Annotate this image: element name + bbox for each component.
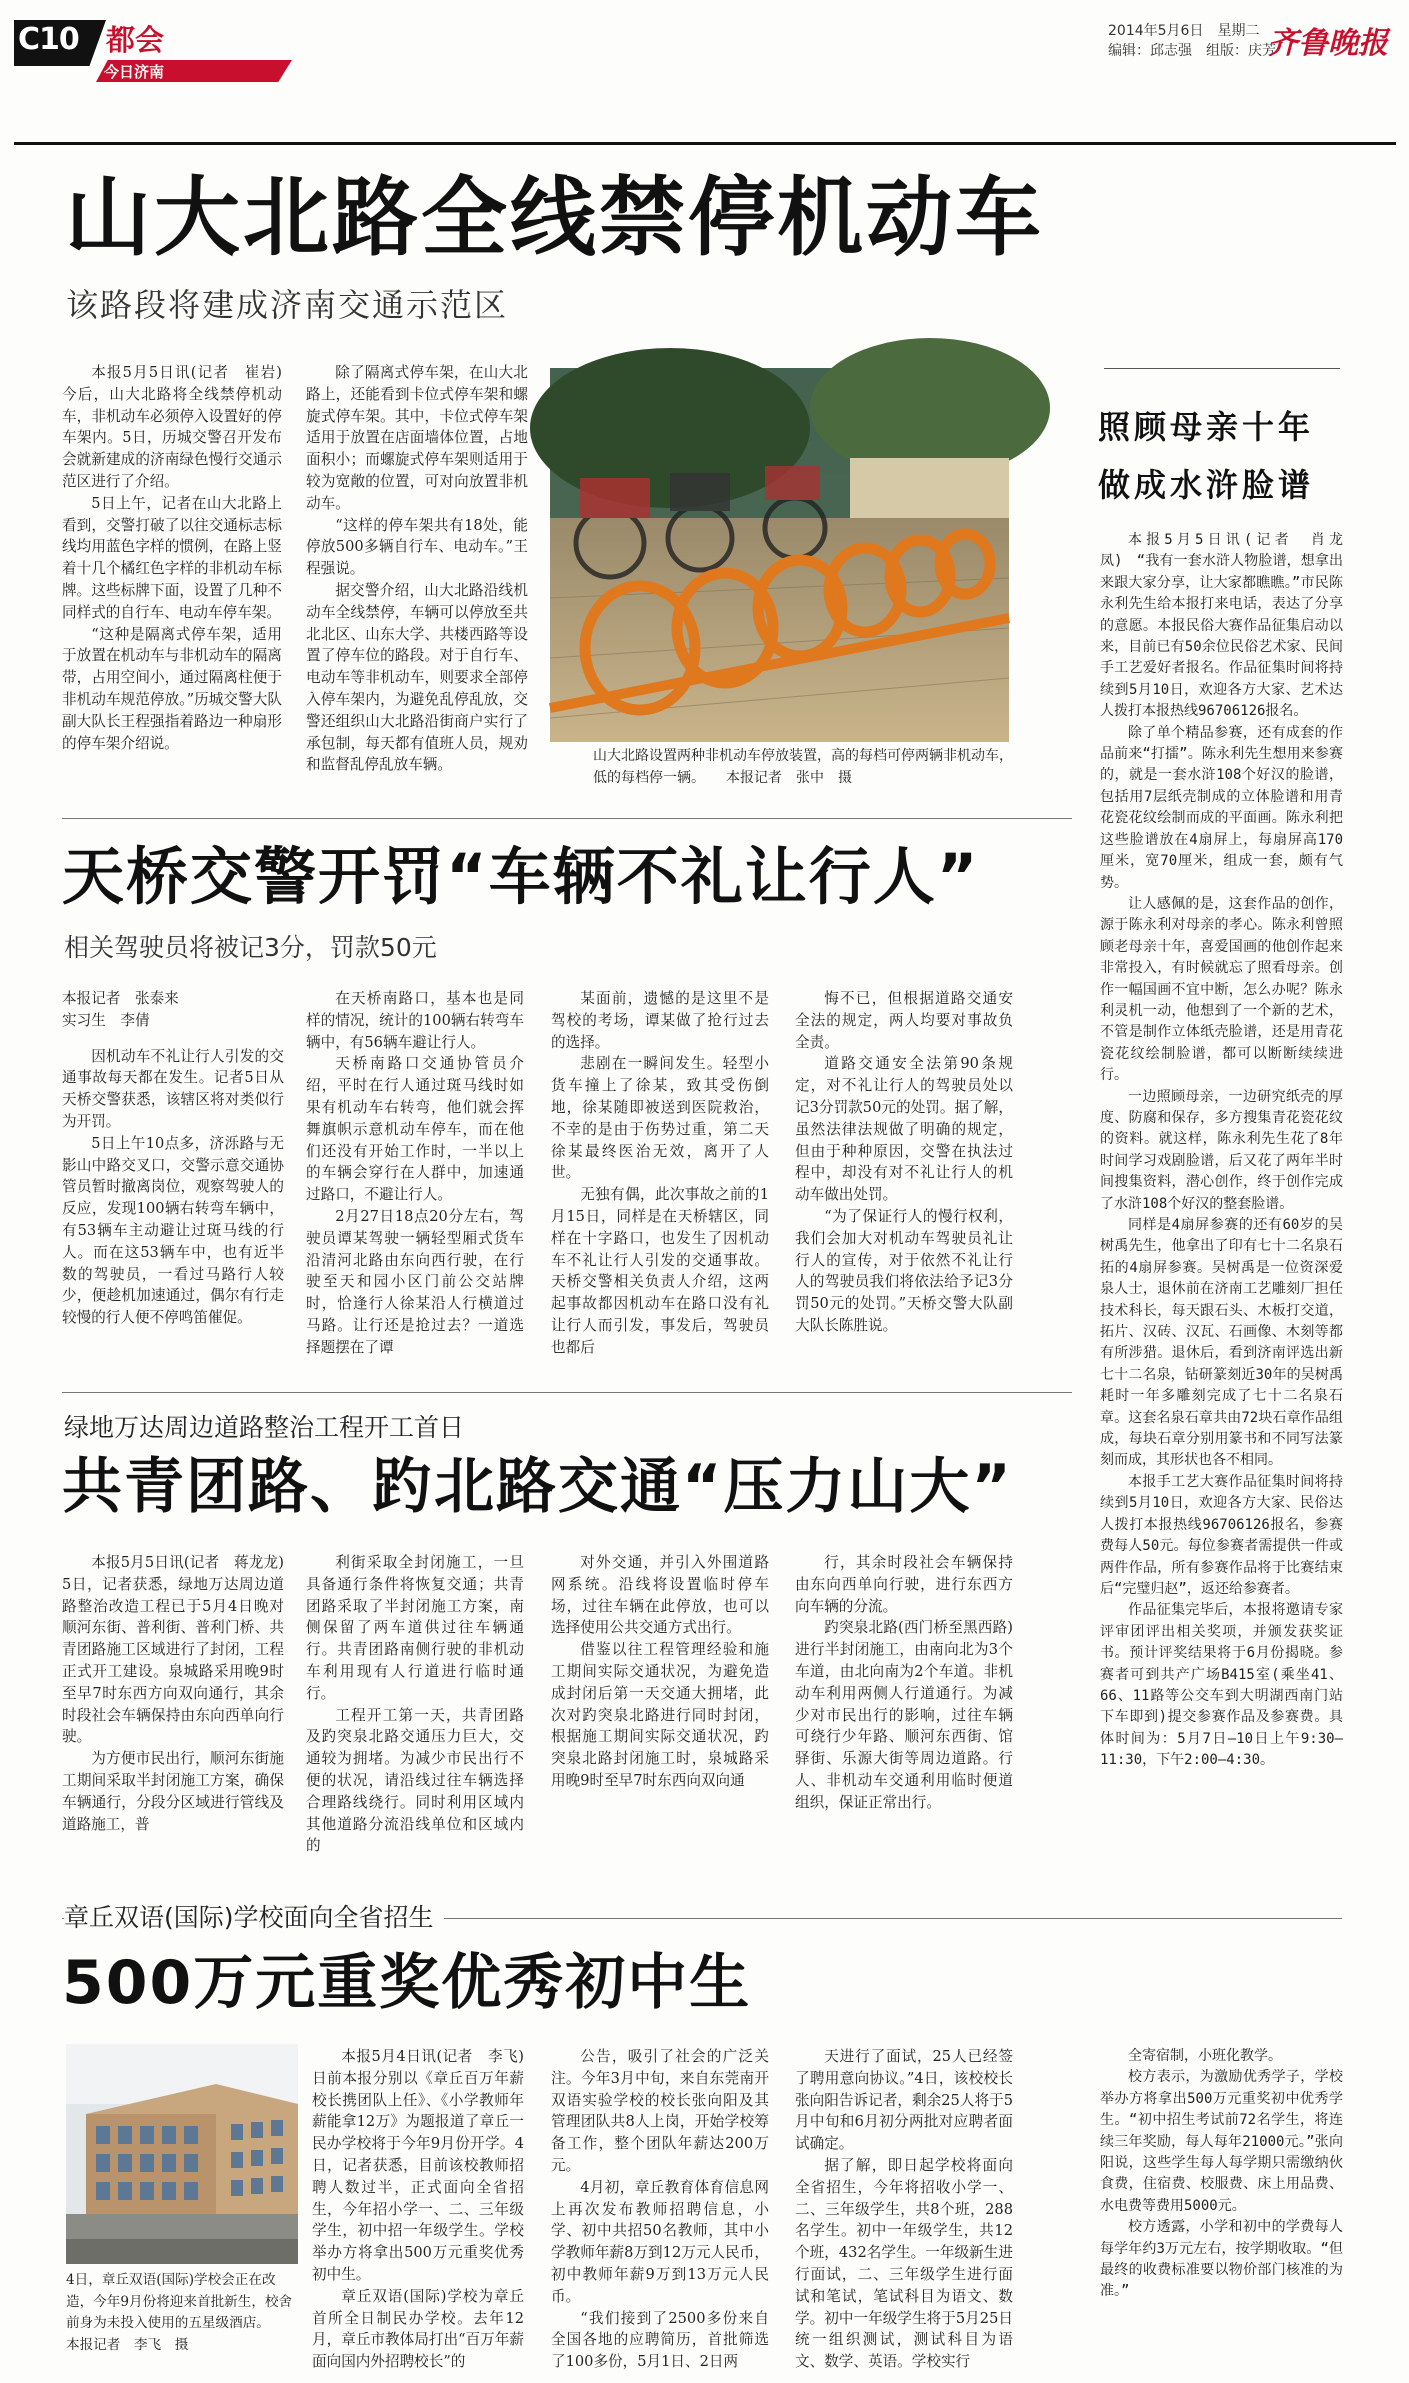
story1-subhead: 该路段将建成济南交通示范区: [66, 286, 509, 324]
paragraph: 一边照顾母亲，一边研究纸壳的厚度、防腐和保存，多方搜集青花瓷花纹的资料。就这样，陈永利先生花了8年时间学习戏剧脸谱，后又花了两年半时间搜集资料，潜心创作，终于创作完成了水浒108个好汉的整套脸谱。: [1100, 1088, 1343, 1212]
paragraph: 在天桥南路口，基本也是同样的情况，统计的100辆右转弯车辆中，有56辆车避让行人。: [306, 990, 524, 1051]
paragraph: 因机动车不礼让行人引发的交通事故每天都在发生。记者5日从天桥交警获悉，该辖区将对类似行为开罚。: [62, 1047, 284, 1130]
paragraph: 让人感佩的是，这套作品的创作，源于陈永利对母亲的孝心。陈永利曾照顾老母亲十年，喜爱国画的他创作起来非常投入，有时候就忘了照看母亲。创作一幅国画不宜中断，怎么办呢？陈永利灵机一动，他想到了一个新的艺术，不管是制作立体纸壳脸谱，还是用青花瓷花纹绘制脸谱，都可以断断续续进行。: [1100, 895, 1343, 1084]
story2-col1: [62, 988, 284, 1358]
paragraph: 章丘双语(国际)学校为章丘首所全日制民办学校。去年12月，章丘市教体局打出“百万年薪面向国内外招聘校长”的: [312, 2287, 524, 2371]
paragraph: 4月初，章丘教育体育信息网上再次发布教师招聘信息，小学、初中共招50名教师，其中小学教师年薪8万到12万元人民币，初中教师年薪9万到13万元人民币。: [551, 2178, 769, 2305]
paragraph: 某面前，遗憾的是这里不是驾校的考场，谭某做了抢行过去的选择。: [551, 990, 769, 1051]
story2-top-rule: [62, 818, 1072, 819]
story3-col1: [62, 1552, 299, 1902]
subsection-label: 今日济南: [104, 63, 165, 81]
bike-rack-photo-illustration: [550, 368, 1009, 742]
paragraph: 为方便市民出行，顺河东街施工期间采取半封闭施工方案，确保车辆通行，分段分区域进行管线及道路施工，普: [62, 1750, 284, 1833]
paragraph: 本报5月5日讯(记者 崔岩) 今后，山大北路将全线禁停机动车，非机动车必须停入设置好的停车架内。5日，历城交警召开发布会就新建成的济南绿色慢行交通示范区进行了介绍。: [62, 364, 297, 490]
paragraph: 行，其余时段社会车辆保持由东向西单向行驶，进行东西方向车辆的分流。: [795, 1554, 1013, 1615]
story2-byline: 实习生 李倩: [62, 1011, 150, 1029]
paragraph: 道路交通安全法第90条规定，对不礼让行人的驾驶员处以记3分罚款50元的处罚。据了解，虽然法律法规做了明确的规定，但由于种种原因，交警在执法过程中，却没有对不礼让行人的机动车做出处罚。: [795, 1055, 1013, 1204]
paragraph: “这样的停车架共有18处，能停放500多辆自行车、电动车。”王程强说。: [306, 516, 528, 578]
paragraph: 无独有偶，此次事故之前的1月15日，同样是在天桥辖区，同样在十字路口，也发生了因机动车不礼让行人引发的交通事故。天桥交警相关负责人介绍，这两起事故都因机动车在路口没有礼让行人而引发，事发后，驾驶员也都后: [551, 1186, 769, 1356]
sidebar-body: [1100, 530, 1343, 2000]
paragraph: “我们接到了2500多份来自全国各地的应聘简历，首批筛选了100多份，5月1日、2日两: [551, 2309, 769, 2371]
paragraph: “这种是隔离式停车架，适用于放置在机动车与非机动车的隔离带，占用空间小，通过隔离柱便于非机动车规范停放。”历城交警大队副大队长王程强指着路边一种扇形的停车架介绍说。: [62, 625, 282, 752]
paragraph: 校方透露，小学和初中的学费每人每学年约3万元左右，按学期收取。“但最终的收费标准要以物价部门核准的为准。”: [1100, 2219, 1343, 2300]
story4-col2: [551, 2046, 769, 2376]
paragraph: 据了解，即日起学校将面向全省招生，今年将招收小学一、二、三年级学生，共8个班，288名学生。初中一年级学生，共12个班，432名学生。一年级新生进行面试，二、三年级学生进行面试和笔试，笔试科目为语文、数学。初中一年级学生将于5月25日统一组织测试，测试科目为语文、数学、英语。学校实行: [795, 2156, 1013, 2371]
story1-photo-caption: 山大北路设置两种非机动车停放装置，高的每档可停两辆非机动车，低的每档停一辆。 本报记者 张中 摄: [593, 748, 1013, 786]
story3-top-rule: [62, 1392, 1072, 1393]
story2-col3: [551, 988, 769, 1358]
story3-col3: [551, 1552, 769, 1902]
paragraph: 对外交通，并引入外围道路网系统。沿线将设置临时停车场，过往车辆在此停放，也可以选择使用公共交通方式出行。: [551, 1554, 769, 1637]
paragraph: 除了单个精品参赛，还有成套的作品前来“打擂”。陈永利先生想用来参赛的，就是一套水浒108个好汉的脸谱，包括用7层纸壳制成的立体脸谱和用青花瓷花纹绘制而成的平面画。陈永利把这些脸谱放在4扇屏上，每扇屏高170厘米，宽70厘米，组成一套，颇有气势。: [1100, 724, 1343, 891]
story2-subhead: 相关驾驶员将被记3分，罚款50元: [64, 933, 437, 962]
sidebar-headline-line1: 照顾母亲十年: [1098, 408, 1315, 446]
story2-headline: 天桥交警开罚“车辆不礼让行人”: [62, 840, 980, 913]
date-line: 2014年5月6日 星期二: [1108, 23, 1260, 39]
paragraph: 工程开工第一天，共青团路及趵突泉北路交通压力巨大，交通较为拥堵。为减少市民出行不便的状况，请沿线过往车辆选择合理路线绕行。同时利用区域内其他道路分流沿线单位和区域内的: [306, 1706, 524, 1855]
story1-headline: 山大北路全线禁停机动车: [65, 168, 1044, 268]
paragraph: 同样是4扇屏参赛的还有60岁的吴树禹先生，他拿出了印有七十二名泉石拓的4扇屏参赛。吴树禹是一位资深爱泉人士，退休前在济南工艺雕刻厂担任技术科长，每天跟石头、木板打交道，拓片、汉砖、汉瓦、石画像、木刻等都有所涉猎。退休后，看到济南评选出新七十二名泉，钻研篆刻近30年的吴树禹耗时一年多雕刻完成了七十二名泉石章。这套名泉石章共由72块石章作品组成，每块石章分别用篆书和不同写法篆刻而成，其形状也各不相同。: [1100, 1217, 1343, 1469]
paragraph: 5日上午，记者在山大北路上看到，交警打破了以往交通标志标线均用蓝色字样的惯例，在路上竖着十几个橘红色字样的非机动车标牌。这些标牌下面，设置了几种不同样式的自行车、电动车停车架。: [62, 494, 282, 621]
paragraph: 借鉴以往工程管理经验和施工期间实际交通状况，为避免造成封闭后第一天交通大拥堵，此次对趵突泉北路进行同时封闭，根据施工期间实际交通状况，趵突泉北路封闭施工时，泉城路采用晚9时至早7时东西向双向通: [551, 1641, 769, 1789]
paragraph: 本报5月4日讯(记者 李飞) 日前本报分别以《章丘百万年薪校长携团队上任》、《小学教师年薪能拿12万》为题报道了章丘一民办学校将于今年9月份开学。4日，记者获悉，目前该校教师招聘人数过半，正式面向全省招生，今年招小学一、二、三年级学生，初中招一年级学生。学校举办方将拿出500万元重奖优秀初中生。: [312, 2048, 539, 2283]
paragraph: 作品征集完毕后，本报将邀请专家评审团评出相关奖项，并颁发获奖证书。预计评奖结果将于6月份揭晓。参赛者可到共产广场B415室(乘坐41、66、11路等公交车到大明湖西南门站下车即到)提交参赛作品及参赛费。具体时间为：5月7日—10日上午9:30—11:30，下午2:00—4:30。: [1100, 1602, 1343, 1769]
paragraph: 除了隔离式停车架，在山大北路上，还能看到卡位式停车架和螺旋式停车架。其中，卡位式停车架适用于放置在店面墙体位置，占地面积小；而螺旋式停车架则适用于较为宽敞的位置，可对向放置非机动车。: [306, 364, 528, 512]
sidebar-headline-line2: 做成水浒脸谱: [1098, 466, 1315, 504]
paragraph: 天进行了面试，25人已经签了聘用意向协议。”4日，该校校长张向阳告诉记者，剩余25人将于5月中旬和6月初分两批对应聘者面试确定。: [795, 2048, 1013, 2153]
story2-col4: [795, 988, 1013, 1358]
story1-col1: [62, 362, 297, 782]
paper-logo: 齐鲁晚报: [1268, 26, 1388, 61]
paragraph: 本报5月5日讯(记者 蒋龙龙) 5日，记者获悉，绿地万达周边道路整治改造工程已于5月4日晚对顺河东街、普利街、普利门桥、共青团路施工区域进行了封闭，工程正式开工建设。泉城路采用晚9时至早7时东西方向双向通行，其余时段社会车辆保持由东向西单向行驶。: [62, 1554, 299, 1746]
story1-col2: [306, 362, 528, 782]
paragraph: 悔不已，但根据道路交通安全法的规定，两人均要对事故负全责。: [795, 990, 1013, 1051]
section-title: 都会: [106, 23, 165, 57]
paragraph: 利街采取全封闭施工，一旦具备通行条件将恢复交通；共青团路采取了半封闭施工方案，南侧保留了两车道供过往车辆通行。共青团路南侧行驶的非机动车利用现有人行道进行临时通行。: [306, 1554, 524, 1702]
story4-col1: [312, 2046, 539, 2376]
paragraph: 2月27日18点20分左右，驾驶员谭某驾驶一辆轻型厢式货车沿清河北路由东向西行驶，在行驶至天和园小区门前公交站牌时，恰逢行人徐某沿人行横道过马路。让行还是抢过去？一道选择题摆在了谭: [306, 1207, 524, 1356]
story4-photo-caption: 4日，章丘双语(国际)学校会正在改造，今年9月份将迎来首批新生，校舍前身为未投入使用的五星级酒店。 本报记者 李飞 摄: [66, 2272, 293, 2353]
story2-col2: [306, 988, 524, 1358]
paragraph: 天桥南路口交通协管员介绍，平时在行人通过斑马线时如果有机动车右转弯，他们就会挥舞旗帜示意机动车停车，而在他们还没有开始工作时，一半以上的车辆会穿行在人群中，加速通过路口，不避让行人。: [306, 1055, 524, 1204]
paragraph: 本报手工艺大赛作品征集时间将持续到5月10日，欢迎各方大家、民俗达人拨打本报热线96706126报名，参赛费每人50元。每位参赛者需提供一件或两件作品，所有参赛作品将于比赛结束后“完璧归赵”，返还给参赛者。: [1100, 1473, 1343, 1597]
story4-col3: [795, 2046, 1013, 2376]
story2-byline: 本报记者 张泰来: [62, 990, 179, 1007]
story1-photo-bike-racks: [550, 368, 1009, 742]
paragraph: 悲剧在一瞬间发生。轻型小货车撞上了徐某，致其受伤倒地，徐某随即被送到医院救治，不幸的是由于伤势过重，第二天徐某最终医治无效，离开了人世。: [551, 1055, 769, 1182]
paragraph: 趵突泉北路(西门桥至黑西路)进行半封闭施工，由南向北为3个车道，由北向南为2个车道。非机动车利用两侧人行道通行。为减少对市民出行的影响，过往车辆可绕行少年路、顺河东西街、馆驿街、乐源大街等周边道路。行人、非机动车交通利用临时便道组织，保证正常出行。: [795, 1619, 1013, 1811]
story3-col2: [306, 1552, 524, 1902]
sidebar-top-rule: [1104, 368, 1340, 369]
paragraph: 5日上午10点多，济泺路与无影山中路交叉口，交警示意交通协管员暂时撤离岗位，观察驾驶人的反应，发现100辆右转弯车辆中，有53辆车主动避让过斑马线的行人。而在这53辆车中，也有近半数的驾驶员，一看过马路行人较少，便趁机加速通过，偶尔有行走较慢的行人便不停鸣笛催促。: [62, 1134, 284, 1327]
story4-kicker: 章丘双语(国际)学校面向全省招生: [64, 1898, 444, 1934]
masthead-rule: [14, 142, 1396, 145]
paragraph: 据交警介绍，山大北路沿线机动车全线禁停，车辆可以停放至共北北区、山东大学、共楼西路等设置了停车位的路段。对于自行车、电动车等非机动车，则要求全部停入停车架内，为避免乱停乱放，交警还组织山大北路沿街商户实行了承包制，每天都有值班人员，规劝和监督乱停乱放车辆。: [306, 581, 528, 774]
story3-col4: [795, 1552, 1013, 1902]
story4-headline: 500万元重奖优秀初中生: [62, 1948, 752, 2018]
paragraph: 校方表示，为激励优秀学子，学校举办方将拿出500万元重奖初中优秀学生。“初中招生考试前72名学生，将连续三年奖励，每人每年21000元。”张向阳说，这些学生每人每学期只需缴纳伙食费，住宿费、校服费、床上用品费、水电费等费用5000元。: [1100, 2069, 1343, 2214]
paragraph: “为了保证行人的慢行权利，我们会加大对机动车驾驶员礼让行人的宣传，对于依然不礼让行人的驾驶员我们将依法给予记3分罚50元的处罚。”天桥交警大队副大队长陈胜说。: [795, 1207, 1013, 1334]
story3-kicker: 绿地万达周边道路整治工程开工首日: [64, 1413, 465, 1442]
story4-photo-school-building: [66, 2044, 298, 2264]
story3-headline: 共青团路、趵北路交通“压力山大”: [62, 1452, 1013, 1522]
paragraph: 公告，吸引了社会的广泛关注。今年3月中旬，来自东莞南开双语实验学校的校长张向阳及其管理团队共8人上岗，开始学校筹备工作，整个团队年薪达200万元。: [551, 2048, 769, 2174]
story4-col4: [1100, 2046, 1343, 2376]
school-building-photo-illustration: [66, 2044, 298, 2264]
page-number: C10: [18, 22, 79, 57]
paragraph: 本报5月5日讯(记者 肖龙凤) “我有一套水浒人物脸谱，想拿出来跟大家分享，让大家都瞧瞧。”市民陈永利先生给本报打来电话，表达了分享的意愿。本报民俗大赛作品征集启动以来，目前已有50余位民俗艺术家、民间手工艺爱好者报名。作品征集时间将持续到5月10日，欢迎各方大家、艺术达人拨打本报热线96706126报名。: [1100, 532, 1343, 720]
editor-line: 编辑：邱志强 组版：庆芳: [1108, 43, 1276, 59]
paragraph: 全寄宿制，小班化教学。: [1128, 2048, 1282, 2064]
